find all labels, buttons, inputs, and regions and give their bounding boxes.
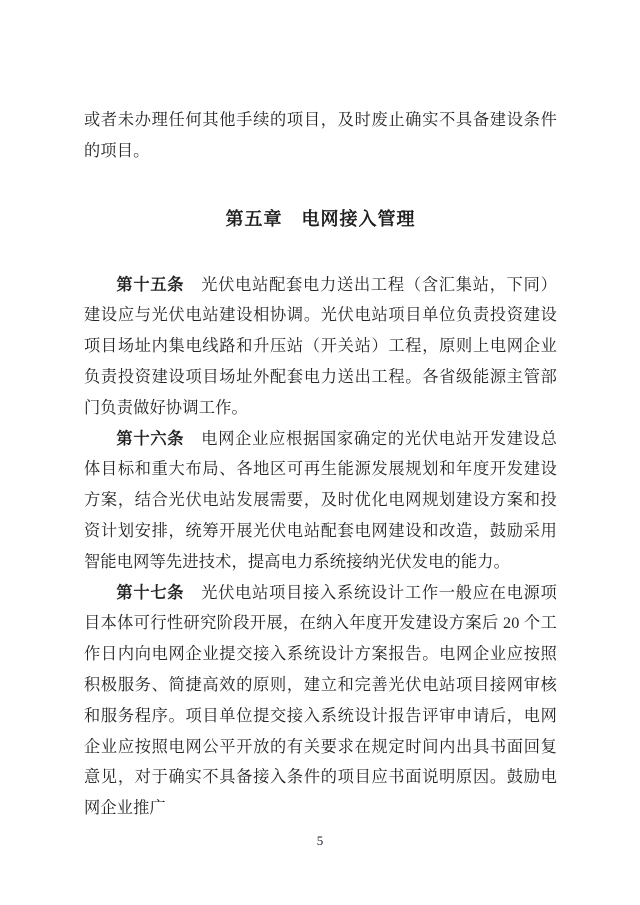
page-content [84,105,557,824]
article-15-text: 光伏电站配套电力送出工程（含汇集站，下同）建设应与光伏电站建设相协调。光伏电站项目单位负责投资建设项目场址内集电线路和升压站（开关站）工程，原则上电网企业负责投资建设项目场址外配套电力送出工程。各省级能源主管部门负责做好协调工作。 [84,275,557,417]
article-15-paragraph [84,270,557,424]
article-16-paragraph [84,424,557,578]
article-17-text: 光伏电站项目接入系统设计工作一般应在电源项目本体可行性研究阶段开展，在纳入年度开发建设方案后 20 个工作日内向电网企业提交接入系统设计方案报告。电网企业应按照积极服务、简捷高效的原则，建立和完善光伏电站项目接网审核和服务程序。项目单位提交接入系统设计报告评审申请后，电网企业应按照电网公平开放的有关要求在规定时间内出具书面回复意见，对于确实不具备接入条件的项目应书面说明原因。鼓励电网企业推广 [84,583,557,818]
article-16-number: 第十六条 [116,429,185,448]
article-17-paragraph [84,578,557,824]
article-16-text: 电网企业应根据国家确定的光伏电站开发建设总体目标和重大布局、各地区可再生能源发展规划和年度开发建设方案，结合光伏电站发展需要，及时优化电网规划建设方案和投资计划安排，统筹开展光伏电站配套电网建设和改造，鼓励采用智能电网等先进技术，提高电力系统接纳光伏发电的能力。 [84,429,557,571]
chapter-heading: 第五章 电网接入管理 [225,208,416,229]
article-17-number: 第十七条 [116,583,185,602]
page-number: 5 [316,833,324,848]
article-15-number: 第十五条 [116,275,185,294]
paragraph-continuation: 或者未办理任何其他手续的项目，及时废止确实不具备建设条件的项目。 [84,111,557,160]
